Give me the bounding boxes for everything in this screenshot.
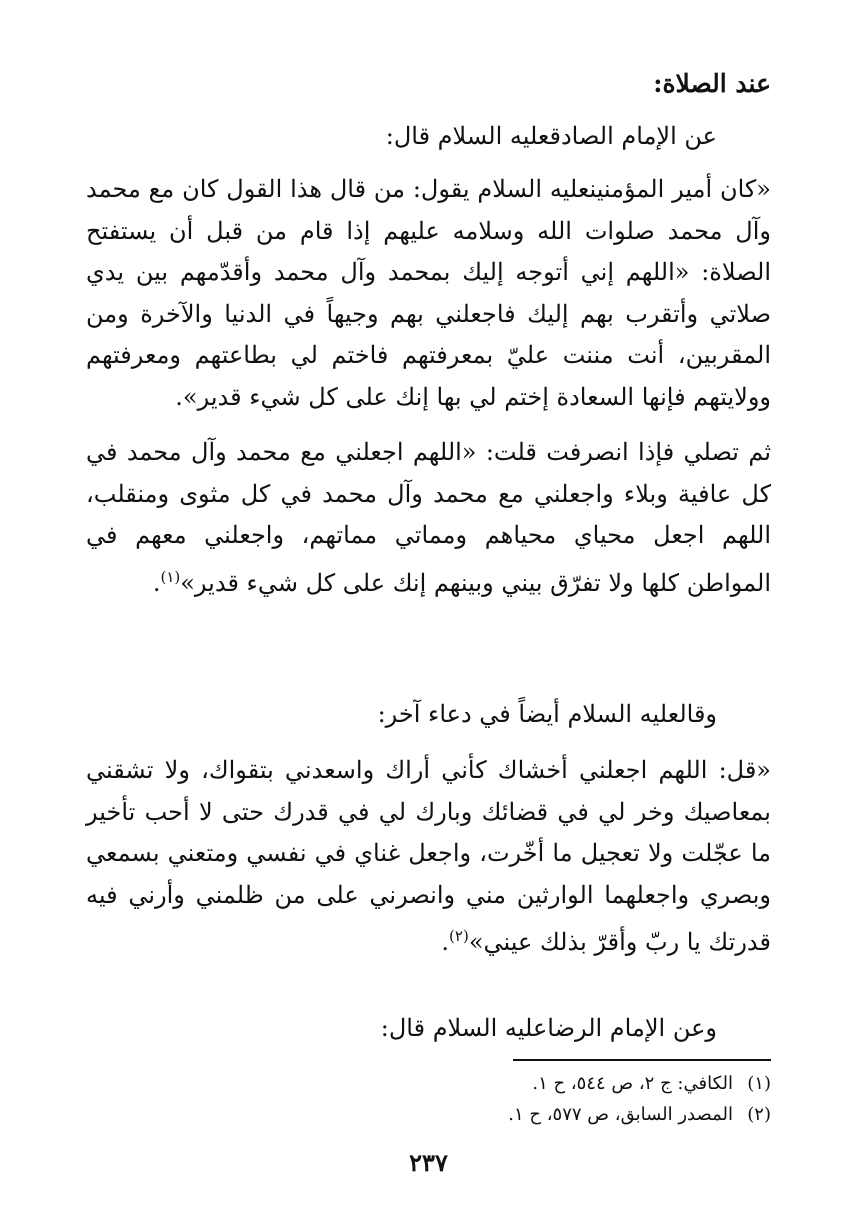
footnotes (86, 1068, 771, 1130)
footnote-item (86, 1099, 771, 1130)
page-number: ٢٣٧ (409, 1148, 448, 1177)
footnote-ref-2: (٢) (449, 927, 469, 945)
intro-line-another-dua: وقالعليه السلام أيضاً في دعاء آخر: (377, 700, 717, 728)
intro-line-ridha: وعن الإمام الرضاعليه السلام قال: (380, 1014, 717, 1042)
footnote-divider (513, 1059, 771, 1061)
intro-line-sadiq: عن الإمام الصادقعليه السلام قال: (385, 122, 717, 150)
footnote-item (86, 1068, 771, 1099)
footnote-text: المصدر السابق، ص ٥٧٧، ح ١. (508, 1104, 733, 1125)
quote-paragraph (86, 750, 771, 964)
footnote-number: (١) (747, 1073, 771, 1094)
footnote-ref-1: (١) (160, 567, 181, 586)
quote-text: «قل: اللهم اجعلني أخشاك كأني أراك واسعدني بتقواك، ولا تشقني بمعاصيك وخر لي في قضائك وبارك لي في قدرك حتى لا أحب تأخير ما عجّلت ولا تعجيل ما أخّرت، واجعل غناي في نفسي ومتعني بسمعي وبصري واجعلهما الوارثين مني وانصرني على من ظلمني وأرني فيه قدرتك يا ربّ وأقرّ بذلك عيني» (86, 756, 771, 956)
quote-paragraph: «كان أمير المؤمنينعليه السلام يقول: من قال هذا القول كان مع محمد وآل محمد صلوات الله وسلامه عليهم إذا قام من قبل أن يستفتح الصلاة: «اللهم إني أتوجه إليك بمحمد وآل محمد وأقدّمهم بين يدي صلاتي وأتقرب بهم إليك فاجعلني بهم وجيهاً في الدنيا والآخرة ومن المقربين، أنت مننت عليّ بمعرفتهم فاختم لي بطاعتهم ومعرفتهم وولايتهم فإنها السعادة إختم لي بها إنك على كل شيء قدير». (86, 175, 771, 411)
end-mark: . (441, 928, 450, 956)
footnote-number: (٢) (747, 1104, 771, 1125)
end-mark: . (152, 568, 161, 597)
quote-paragraph (86, 432, 771, 604)
quote-block-2 (86, 750, 771, 964)
quote-block-1 (86, 169, 771, 604)
footnote-text: الكافي: ج ٢، ص ٥٤٤، ح ١. (532, 1073, 733, 1094)
quote-text: ثم تصلي فإذا انصرفت قلت: «اللهم اجعلني مع محمد وآل محمد في كل عافية وبلاء واجعلني مع محمد وآل محمد في كل مثوى ومنقلب، اللهم اجعل محياي محياهم ومماتي مماتهم، واجعلني معهم في المواطن كلها ولا تفرّق بيني وبينهم إنك على كل شيء قدير» (86, 438, 771, 597)
section-heading: عند الصلاة: (653, 69, 771, 98)
